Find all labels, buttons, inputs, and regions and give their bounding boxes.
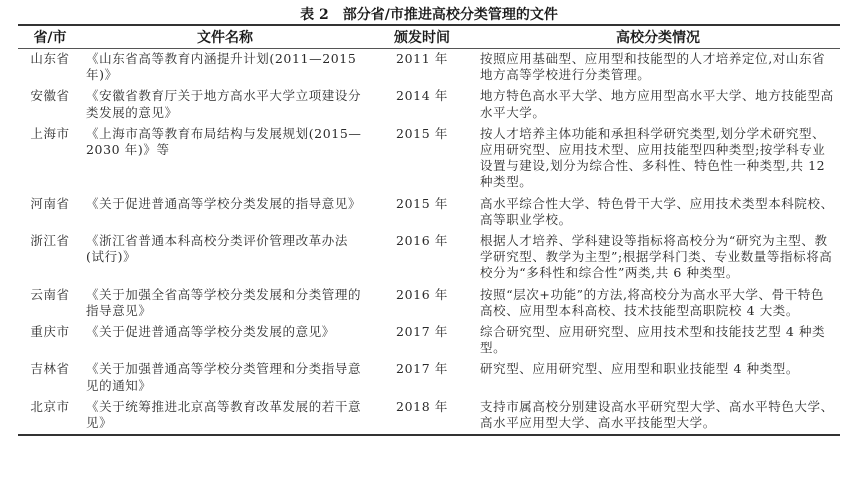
cell-province: 重庆市 [30, 324, 70, 340]
table-title: 部分省/市推进高校分类管理的文件 [342, 7, 558, 23]
cell-document: 《关于加强全省高等学校分类发展和分类管理的指导意见》 [86, 286, 362, 318]
table-row [18, 124, 840, 194]
cell-classification: 研究型、应用研究型、应用型和职业技能型 4 种类型。 [480, 361, 800, 377]
cell-year: 2015 年 [396, 195, 448, 211]
table-row [18, 231, 840, 285]
cell-year: 2014 年 [396, 88, 448, 104]
table-caption [0, 4, 858, 24]
cell-province: 北京市 [30, 398, 70, 414]
cell-province: 山东省 [30, 51, 70, 66]
cell-year: 2011 年 [396, 51, 448, 66]
cell-classification: 综合研究型、应用研究型、应用技术型和技能技艺型 4 种类型。 [480, 324, 826, 356]
cell-year: 2015 年 [396, 125, 448, 141]
header-issue-year: 颁发时间 [394, 30, 450, 46]
cell-classification: 高水平综合性大学、特色骨干大学、应用技术类型本科院校、高等职业学校。 [480, 195, 834, 227]
header-document: 文件名称 [197, 30, 253, 46]
cell-classification: 根据人才培养、学科建设等指标将高校分为“研究为主型、教学研究型、教学为主型”;根据学科门类、专业数量等指标将高校分为“多科性和综合性”两类,共 6 种类型。 [480, 233, 833, 281]
cell-province: 浙江省 [30, 233, 70, 249]
cell-province: 河南省 [30, 195, 70, 211]
cell-year: 2018 年 [396, 398, 448, 414]
table-header-row [18, 25, 840, 49]
cell-province: 安徽省 [30, 88, 70, 104]
cell-classification: 按照应用基础型、应用型和技能型的人才培养定位,对山东省地方高等学校进行分类管理。 [480, 51, 826, 83]
cell-year: 2016 年 [396, 286, 448, 302]
table-row [18, 322, 840, 359]
policy-table [18, 24, 840, 436]
cell-province: 吉林省 [30, 361, 70, 377]
header-classification: 高校分类情况 [616, 30, 700, 46]
cell-province: 上海市 [30, 125, 70, 141]
cell-document: 《关于加强普通高等学校分类管理和分类指导意见的通知》 [86, 361, 362, 393]
cell-document: 《上海市高等教育布局结构与发展规划(2015—2030 年)》等 [86, 125, 362, 158]
cell-classification: 按照“层次+功能”的方法,将高校分为高水平大学、骨干特色高校、应用型本科高校、技术技能型高职院校 4 大类。 [480, 286, 825, 318]
cell-year: 2017 年 [396, 324, 448, 340]
table-row [18, 194, 840, 231]
cell-document: 《关于统筹推进北京高等教育改革发展的若干意见》 [86, 398, 362, 431]
cell-document: 《浙江省普通本科高校分类评价管理改革办法(试行)》 [86, 233, 349, 265]
table-number: 表 2 [300, 7, 329, 23]
header-province: 省/市 [33, 30, 67, 46]
table-row [18, 49, 840, 87]
table-row [18, 86, 840, 123]
table-row [18, 359, 840, 396]
cell-classification: 地方特色高水平大学、地方应用型高水平大学、地方技能型高水平大学。 [480, 88, 834, 120]
cell-classification: 支持市属高校分别建设高水平研究型大学、高水平特色大学、高水平应用型大学、高水平技能型大学。 [480, 398, 834, 431]
cell-classification: 按人才培养主体功能和承担科学研究类型,划分学术研究型、应用研究型、应用技术型、应用技能型四种类型;按学科专业设置与建设,划分为综合性、多科性、特色性一种类型,共 12 种类型。 [480, 125, 826, 190]
cell-document: 《山东省高等教育内涵提升计划(2011—2015 年)》 [86, 51, 357, 83]
cell-document: 《关于促进普通高等学校分类发展的指导意见》 [86, 195, 362, 211]
table-row [18, 285, 840, 322]
cell-year: 2016 年 [396, 233, 448, 249]
table-row [18, 397, 840, 435]
cell-document: 《关于促进普通高等学校分类发展的意见》 [86, 324, 335, 340]
cell-province: 云南省 [30, 286, 70, 302]
cell-year: 2017 年 [396, 361, 448, 377]
cell-document: 《安徽省教育厅关于地方高水平大学立项建设分类发展的意见》 [86, 88, 362, 120]
